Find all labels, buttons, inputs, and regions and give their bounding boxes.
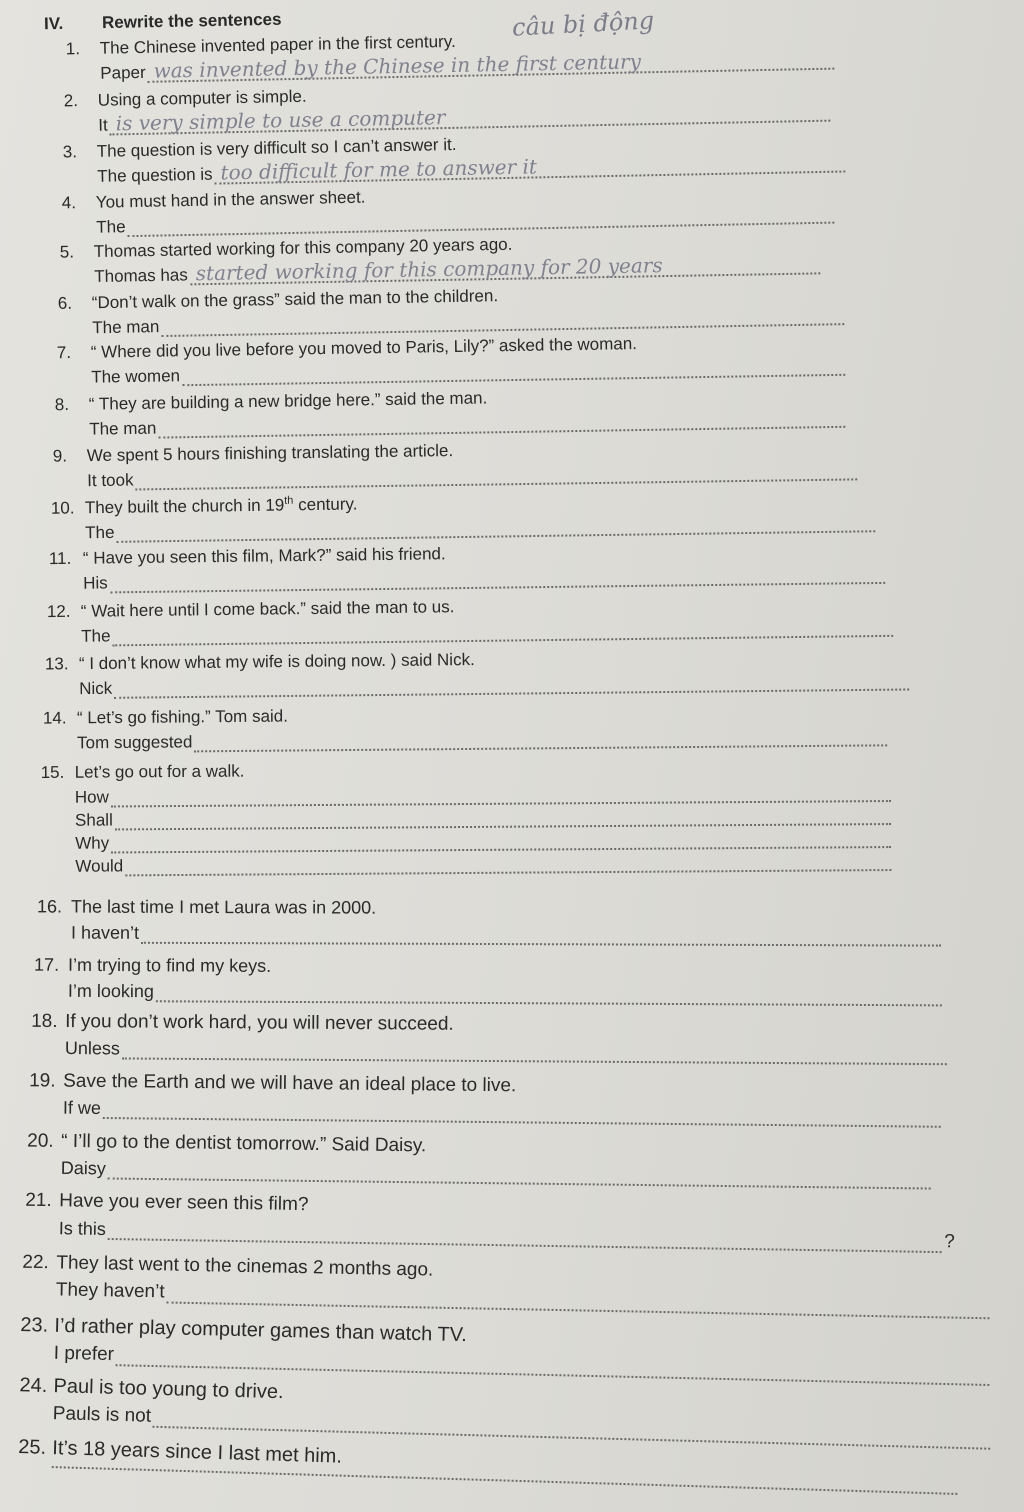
answer-line[interactable]	[194, 732, 887, 752]
item-sentence: Have you ever seen this film?	[59, 1190, 309, 1216]
item-sentence: “ They are building a new bridge here.” said the man.	[88, 388, 488, 414]
item-number: 3.	[62, 142, 78, 162]
answer-lead: If we	[62, 1097, 102, 1118]
item-sentence: They last went to the cinemas 2 months ago.	[56, 1252, 434, 1281]
answer-line[interactable]	[125, 857, 891, 876]
item-number: 18.	[31, 1010, 58, 1032]
item-number: 24.	[19, 1374, 48, 1398]
answer-lead: Shall	[74, 810, 113, 830]
answer-line[interactable]	[112, 623, 893, 647]
answer-line[interactable]	[108, 1165, 931, 1189]
item-sentence: The Chinese invented paper in the first century.	[99, 31, 456, 58]
exercise-item-4	[62, 179, 835, 239]
item-sentence: Thomas started working for this company 20 years ago.	[93, 234, 513, 262]
answer-line[interactable]	[116, 518, 875, 543]
answer-lead: I prefer	[53, 1342, 115, 1366]
item-number: 21.	[25, 1189, 52, 1212]
answer-lead: Why	[75, 833, 110, 853]
section-number: IV.	[43, 13, 64, 34]
answer-lead: The question is	[97, 164, 213, 186]
answer-line[interactable]	[122, 1045, 947, 1065]
item-sentence: They built the church in 19th century.	[84, 494, 358, 517]
answer-line[interactable]	[108, 1226, 943, 1253]
item-number: 4.	[61, 193, 77, 213]
item-sentence: Paul is too young to drive.	[53, 1375, 284, 1404]
answer-line[interactable]	[141, 930, 941, 947]
question-mark: ?	[943, 1231, 955, 1253]
exercise-item-13	[45, 645, 909, 699]
item-number: 7.	[56, 342, 72, 363]
item-number: 19.	[29, 1070, 56, 1092]
exercise-item-23	[20, 1314, 991, 1386]
item-number: 14.	[42, 708, 67, 728]
answer-lead: The	[81, 626, 111, 646]
item-sentence: I’m trying to find my keys.	[68, 954, 272, 976]
answer-lead: They haven’t	[55, 1279, 165, 1303]
item-number: 15.	[40, 762, 65, 782]
item-sentence: “ Wait here until I come back.” said the man to us.	[80, 597, 455, 621]
answer-line[interactable]	[158, 414, 845, 439]
exercise-item-17	[34, 955, 942, 1007]
section-heading	[44, 10, 282, 35]
answer-lead: Would	[75, 856, 124, 876]
item-sentence: It’s 18 years since I last met him.	[51, 1437, 343, 1468]
item-sentence: “ Where did you live before you moved to Paris, Lily?” asked the woman.	[90, 334, 638, 362]
item-sentence: “ Have you seen this film, Mark?” said his friend.	[82, 544, 446, 568]
item-number: 10.	[50, 498, 75, 518]
item-sentence: “Don’t walk on the grass” said the man to the children.	[91, 286, 499, 313]
handwritten-answer: too difficult for me to answer it	[220, 154, 538, 185]
item-sentence: I’d rather play computer games than watch TV.	[54, 1314, 468, 1347]
exercise-item-6	[58, 280, 845, 339]
answer-lead: The man	[92, 317, 160, 338]
item-sentence: If you don’t work hard, you will never succeed.	[65, 1011, 454, 1035]
answer-lead: His	[83, 573, 108, 593]
handwritten-answer: is very simple to use a computer	[115, 105, 446, 136]
exercise-item-7	[57, 331, 846, 388]
answer-line[interactable]	[110, 570, 886, 593]
item-sentence: “ I’ll go to the dentist tomorrow.” Said Daisy.	[61, 1130, 427, 1157]
answer-line[interactable]	[182, 362, 845, 386]
exercise-item-1	[66, 25, 835, 85]
item-number: 8.	[54, 394, 70, 415]
exercise-item-20	[27, 1130, 932, 1189]
item-number: 20.	[27, 1130, 54, 1152]
exercise-item-15	[41, 757, 892, 877]
exercise-item-3	[63, 127, 846, 187]
exercise-item-9	[53, 435, 858, 491]
item-number: 22.	[22, 1251, 49, 1274]
item-number: 6.	[57, 293, 73, 313]
answer-lead: The man	[89, 418, 157, 439]
exercise-item-16	[37, 896, 941, 946]
answer-line[interactable]	[166, 1289, 989, 1319]
item-number: 5.	[59, 242, 75, 262]
answer-line[interactable]	[114, 676, 909, 698]
answer-line[interactable]	[156, 988, 942, 1006]
answer-line[interactable]	[103, 1105, 941, 1128]
exercise-item-14	[43, 701, 887, 753]
item-number: 1.	[65, 39, 81, 59]
exercise-item-19	[29, 1070, 941, 1128]
answer-lead: It took	[87, 470, 134, 491]
item-number: 25.	[18, 1436, 47, 1459]
item-number: 9.	[52, 446, 68, 466]
exercise-item-12	[47, 592, 893, 647]
item-sentence: Let’s go out for a walk.	[74, 761, 245, 782]
item-sentence: Using a computer is simple.	[97, 86, 307, 110]
handwritten-answer: started working for this company for 20 years	[195, 253, 663, 286]
answer-lead: Pauls is not	[52, 1403, 152, 1427]
exercise-item-18	[31, 1011, 947, 1065]
answer-lead: How	[74, 787, 109, 807]
exercise-item-8	[55, 383, 846, 440]
answer-lead: The	[85, 522, 115, 542]
item-number: 11.	[48, 548, 72, 569]
exercise-item-21	[25, 1190, 956, 1254]
exercise-item-24	[19, 1374, 992, 1449]
answer-lead: The women	[91, 366, 181, 387]
item-sentence: “ Let’s go fishing.” Tom said.	[76, 706, 289, 728]
handwritten-note: câu bị động	[511, 6, 655, 42]
exercise-item-10	[51, 486, 876, 543]
item-sentence: The last time I met Laura was in 2000.	[71, 896, 377, 918]
exercise-item-11	[49, 539, 885, 594]
answer-lead: Tom suggested	[77, 732, 193, 753]
answer-line[interactable]	[111, 788, 891, 807]
answer-lead: Nick	[79, 678, 113, 699]
item-number: 17.	[34, 954, 60, 975]
item-number: 2.	[63, 91, 79, 111]
item-number: 23.	[20, 1314, 49, 1337]
item-sentence: “ I don’t know what my wife is doing now. ) said Nick.	[78, 650, 475, 674]
answer-line[interactable]	[115, 811, 891, 830]
item-sentence: Save the Earth and we will have an ideal place to live.	[63, 1070, 517, 1097]
item-number: 13.	[44, 654, 69, 674]
answer-lead: I haven’t	[70, 922, 140, 943]
item-sentence: You must hand in the answer sheet.	[95, 187, 366, 212]
answer-lead: The	[96, 217, 126, 237]
answer-line[interactable]	[135, 466, 857, 490]
answer-lead: Unless	[64, 1038, 121, 1059]
answer-lead: Thomas has	[94, 265, 188, 287]
exercise-item-5	[60, 229, 821, 287]
exercise-item-22	[22, 1252, 991, 1320]
item-sentence: The question is very difficult so I can’t answer it.	[96, 134, 457, 161]
answer-lead: Paper	[100, 62, 146, 83]
item-sentence: We spent 5 hours finishing translating the article.	[86, 441, 454, 466]
handwritten-answer: was invented by the Chinese in the first century	[153, 49, 642, 83]
answer-lead: Is this	[58, 1218, 107, 1239]
answer-line[interactable]	[111, 834, 891, 853]
section-title: Rewrite the sentences	[101, 9, 282, 33]
exercise-item-2	[64, 77, 831, 137]
answer-lead: It	[98, 115, 108, 135]
answer-lead: Daisy	[60, 1157, 107, 1179]
item-number: 12.	[46, 601, 71, 622]
answer-lead: I’m looking	[67, 980, 155, 1002]
item-number: 16.	[37, 896, 63, 917]
